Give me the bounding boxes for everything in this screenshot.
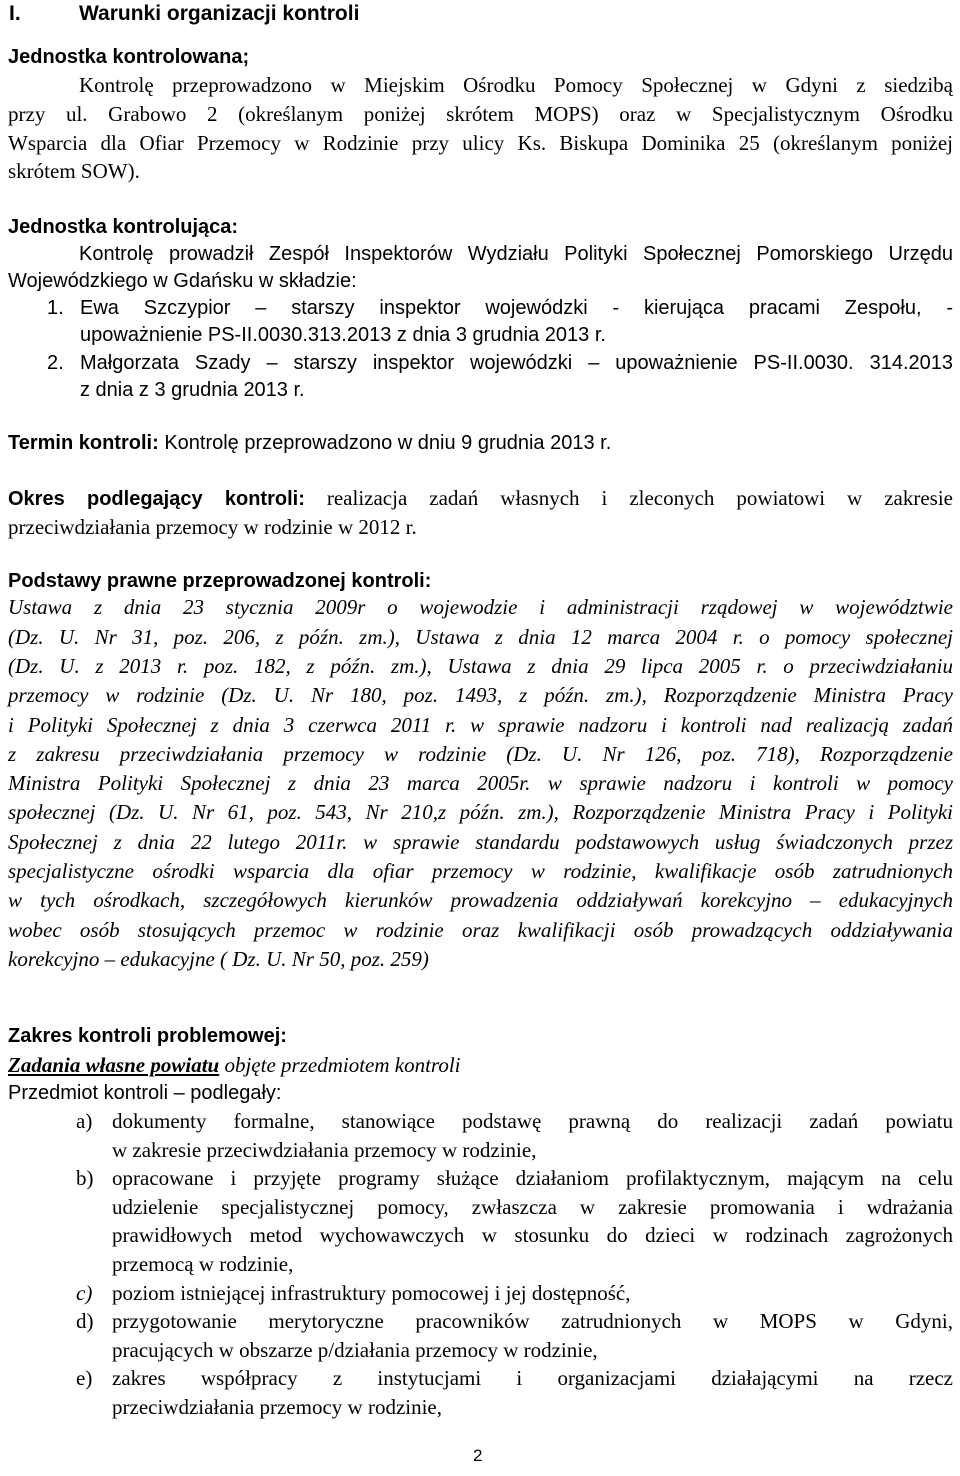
jednostka-kontrolowana-label: Jednostka kontrolowana; [8,46,250,68]
podstawy-line: specjalistyczne ośrodki wsparcia dla ofiar przemocy w rodzinie, kwalifikacje osób zatrudnionych [8,859,953,883]
kontrolujaca-line-2: Wojewódzkiego w Gdańsku w składzie: [8,270,357,292]
member-2-line-1: Małgorzata Szady – starszy inspektor wojewódzki – upoważnienie PS-II.0030. 314.2013 [80,352,953,374]
jednostka-kontrolowana-block [8,42,249,72]
podstawy-line: przemocy w rodzinie (Dz. U. Nr 180, poz. 1493, z późn. zm.), Rozporządzenie Ministra Pracy [8,683,953,707]
section-number: I. [9,2,21,25]
okres-text-1: realizacja zadań własnych i zleconych powiatowi w zakresie [326,486,953,510]
podstawy-line: i Polityki Społecznej z dnia 3 czerwca 2011 r. w sprawie nadzoru i kontroli nad realizacją zadań [8,713,953,737]
zakres-label: Zakres kontroli problemowej: [8,1025,287,1047]
zakres-item-line: przygotowanie merytoryczne pracowników zatrudnionych w MOPS w Gdyni, [112,1309,953,1333]
kontrolowana-line-4: skrótem SOW). [8,159,140,183]
podstawy-line: Ustawa z dnia 23 stycznia 2009r o wojewodzie i administracji rządowej w województwie [8,595,953,619]
zakres-item-line: przeciwdziałania przemocy w rodzinie, [112,1395,443,1419]
zakres-subtitle-underlined: Zadania własne powiatu [8,1053,220,1077]
zakres-item-letter: e) [76,1366,93,1390]
member-1-line-2: upoważnienie PS-II.0030.313.2013 z dnia 3 grudnia 2013 r. [80,324,606,346]
zakres-subtitle [8,1050,460,1080]
kontrolowana-line-1: Kontrolę przeprowadzono w Miejskim Ośrodku Pomocy Społecznej w Gdyni z siedzibą [79,73,953,97]
member-2-line-2: z dnia z 3 grudnia 2013 r. [80,379,305,401]
podstawy-line: z zakresu przeciwdziałania przemocy w rodzinie (Dz. U. Nr 126, poz. 718), Rozporządzenie [8,742,953,766]
zakres-item-line: udzielenie specjalistycznej pomocy, zwłaszcza w zakresie promowania i wdrażania [112,1195,953,1219]
zakres-item-line: w zakresie przeciwdziałania przemocy w rodzinie, [112,1138,537,1162]
podstawy-line: wobec osób stosujących przemoc w rodzinie oraz kwalifikacji osób prowadzących oddziaływania [8,918,953,942]
podstawy-line: Ministra Polityki Społecznej z dnia 23 marca 2005r. w sprawie nadzoru i kontroli w pomocy [8,771,953,795]
kontrolujaca-line-1: Kontrolę prowadził Zespół Inspektorów Wydziału Polityki Społecznej Pomorskiego Urzędu [79,243,953,265]
zakres-item-letter: d) [76,1309,94,1333]
podstawy-label: Podstawy prawne przeprowadzonej kontroli: [8,570,432,592]
termin-kontroli [8,428,611,458]
zakres-subtitle-rest: objęte przedmiotem kontroli [219,1053,461,1077]
zakres-item-line: poziom istniejącej infrastruktury pomocowej i jej dostępność, [112,1281,631,1305]
termin-label: Termin kontroli: [8,432,159,454]
przedmiot-kontroli: Przedmiot kontroli – podlegały: [8,1082,282,1104]
podstawy-line: (Dz. U. z 2013 r. poz. 182, z późn. zm.), Ustawa z dnia 29 lipca 2005 r. o przeciwdziałaniu [8,654,953,678]
okres-line-2: przeciwdziałania przemocy w rodzinie w 2012 r. [8,515,417,539]
kontrolowana-line-2: przy ul. Grabowo 2 (określanym poniżej skrótem MOPS) oraz w Specjalistycznym Ośrodku [8,102,953,126]
zakres-item-letter: a) [76,1109,93,1133]
podstawy-line: (Dz. U. Nr 31, poz. 206, z późn. zm.), Ustawa z dnia 12 marca 2004 r. o pomocy społecznej [8,625,953,649]
zakres-item-line: przemocą w rodzinie, [112,1252,294,1276]
zakres-item-line: opracowane i przyjęte programy służące działaniom profilaktycznym, mającym na celu [112,1166,953,1190]
podstawy-line: Społecznej z dnia 22 lutego 2011r. w sprawie standardu podstawowych usług świadczonych przez [8,830,953,854]
page-number: 2 [473,1446,483,1465]
jednostka-kontrolujaca-label: Jednostka kontrolująca: [8,216,239,238]
zakres-item-line: zakres współpracy z instytucjami i organizacjami działającymi na rzecz [112,1366,953,1390]
zakres-item-line: prawidłowych metod wychowawczych w stosunku do dzieci w rodzinach zagrożonych [112,1223,953,1247]
member-1-line-1: Ewa Szczypior – starszy inspektor wojewódzki - kierująca pracami Zespołu, - [80,297,953,319]
zakres-item-line: dokumenty formalne, stanowiące podstawę prawną do realizacji zadań powiatu [112,1109,953,1133]
zakres-item-line: pracujących w obszarze p/działania przemocy w rodzinie, [112,1338,598,1362]
podstawy-line: korekcyjno – edukacyjne ( Dz. U. Nr 50, poz. 259) [8,947,429,971]
member-1-number: 1. [47,297,64,319]
okres-label: Okres podlegający kontroli: [8,488,305,510]
zakres-item-letter: b) [76,1166,94,1190]
okres-line-1 [8,483,953,514]
podstawy-line: społecznej (Dz. U. Nr 61, poz. 543, Nr 210,z późn. zm.), Rozporządzenie Ministra Pracy i Polityki [8,800,953,824]
kontrolowana-line-3: Wsparcia dla Ofiar Przemocy w Rodzinie przy ulicy Ks. Biskupa Dominika 25 (określanym poniżej [8,131,953,155]
section-title: Warunki organizacji kontroli [79,2,360,25]
member-2-number: 2. [47,352,64,374]
termin-text: Kontrolę przeprowadzono w dniu 9 grudnia 2013 r. [164,432,612,454]
zakres-item-letter: c) [76,1281,93,1305]
podstawy-line: w tych ośrodkach, szczegółowych kierunków prowadzenia oddziaływań korekcyjno – edukacyjnych [8,888,953,912]
